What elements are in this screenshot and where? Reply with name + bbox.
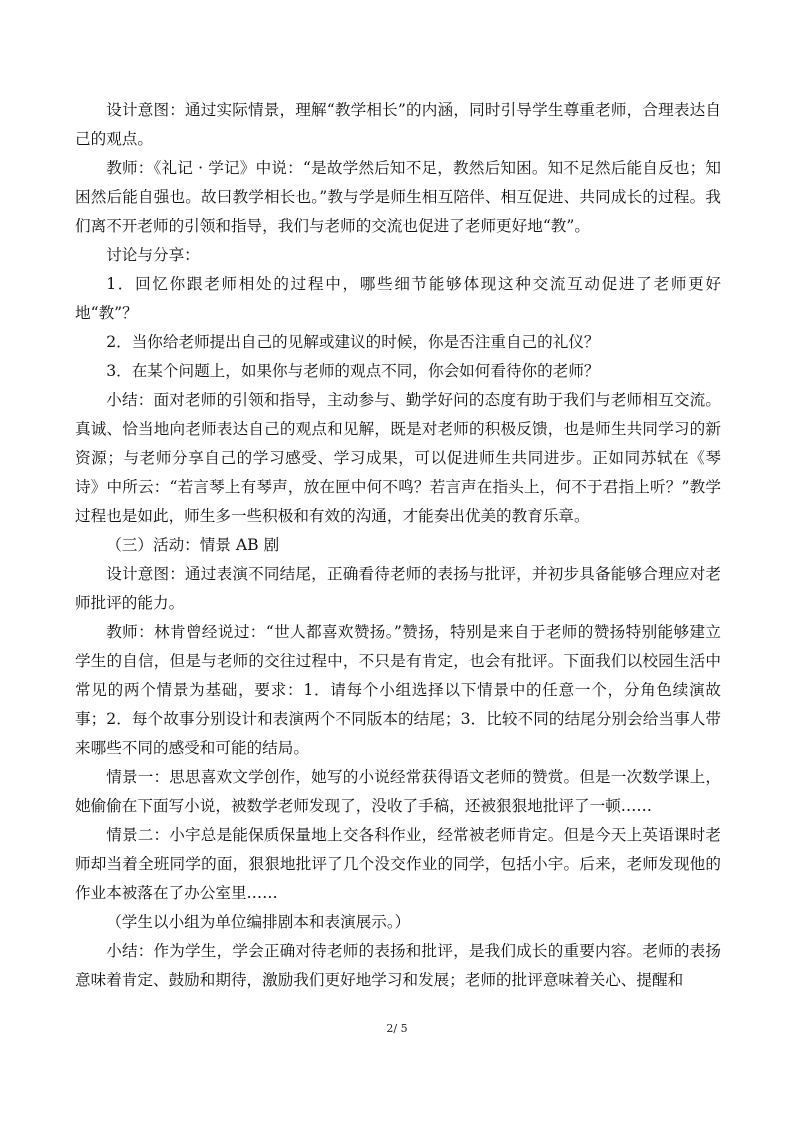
paragraph: （学生以小组为单位编排剧本和表演展示。） — [106, 913, 411, 931]
paragraph: 3．在某个问题上，如果你与老师的观点不同，你会如何看待你的老师？ — [106, 362, 600, 380]
paragraph: 1．回忆你跟老师相处的过程中，哪些细节能够体现这种交流互动促进了老师更好地“教”？ — [75, 275, 721, 322]
paragraph: 教师：《礼记 · 学记》中说：“是故学然后知不足，教然后知困。知不足然后能自反也；知困然后能自强也。故曰教学相长也。”教与学是师生相互陪伴、相互促进、共同成长的过程。我们离不开老师的引领和指导，我们与老师的交流也促进了老师更好地“教”。 — [75, 159, 721, 235]
document-body — [75, 96, 721, 995]
paragraph: 设计意图：通过表演不同结尾，正确看待老师的表扬与批评，并初步具备能够合理应对老师批评的能力。 — [75, 565, 721, 612]
page-number: 2/ 5 — [386, 1022, 408, 1035]
paragraph: 情景一：思思喜欢文学创作，她写的小说经常获得语文老师的赞赏。但是一次数学课上，她偷偷在下面写小说，被数学老师发现了，没收了手稿，还被狠狠地批评了一顿…… — [75, 768, 721, 815]
section-heading: （三）活动：情景 AB 剧 — [106, 536, 280, 554]
paragraph: 情景二：小宇总是能保质保量地上交各科作业，经常被老师肯定。但是今天上英语课时老师却当着全班同学的面，狠狠地批评了几个没交作业的同学，包括小宇。后来，老师发现他的作业本被落在了办公室里…… — [75, 826, 721, 902]
paragraph: 设计意图：通过实际情景，理解“教学相长”的内涵，同时引导学生尊重老师，合理表达自己的观点。 — [75, 101, 721, 148]
paragraph: 2．当你给老师提出自己的见解或建议的时候，你是否注重自己的礼仪？ — [106, 333, 600, 351]
paragraph: 讨论与分享： — [106, 246, 200, 264]
paragraph: 小结：作为学生，学会正确对待老师的表扬和批评，是我们成长的重要内容。老师的表扬意味着肯定、鼓励和期待，激励我们更好地学习和发展；老师的批评意味着关心、提醒和 — [75, 942, 721, 989]
paragraph: 小结：面对老师的引领和指导，主动参与、勤学好问的态度有助于我们与老师相互交流。真诚、恰当地向老师表达自己的观点和见解，既是对老师的积极反馈，也是师生共同学习的新资源；与老师分享自己的学习感受、学习成果，可以促进师生共同进步。正如同苏轼在《琴诗》中所云：“若言琴上有琴声，放在匣中何不鸣？若言声在指头上，何不于君指上听？”教学过程也是如此，师生多一些积极和有效的沟通，才能奏出优美的教育乐章。 — [75, 391, 721, 525]
paragraph: 教师：林肯曾经说过：“世人都喜欢赞扬。”赞扬，特别是来自于老师的赞扬特别能够建立学生的自信，但是与老师的交往过程中，不只是有肯定，也会有批评。下面我们以校园生活中常见的两个情景为基础，要求：1．请每个小组选择以下情景中的任意一个，分角色续演故事；2．每个故事分别设计和表演两个不同版本的结尾；3．比较不同的结尾分别会给当事人带来哪些不同的感受和可能的结局。 — [75, 623, 721, 757]
